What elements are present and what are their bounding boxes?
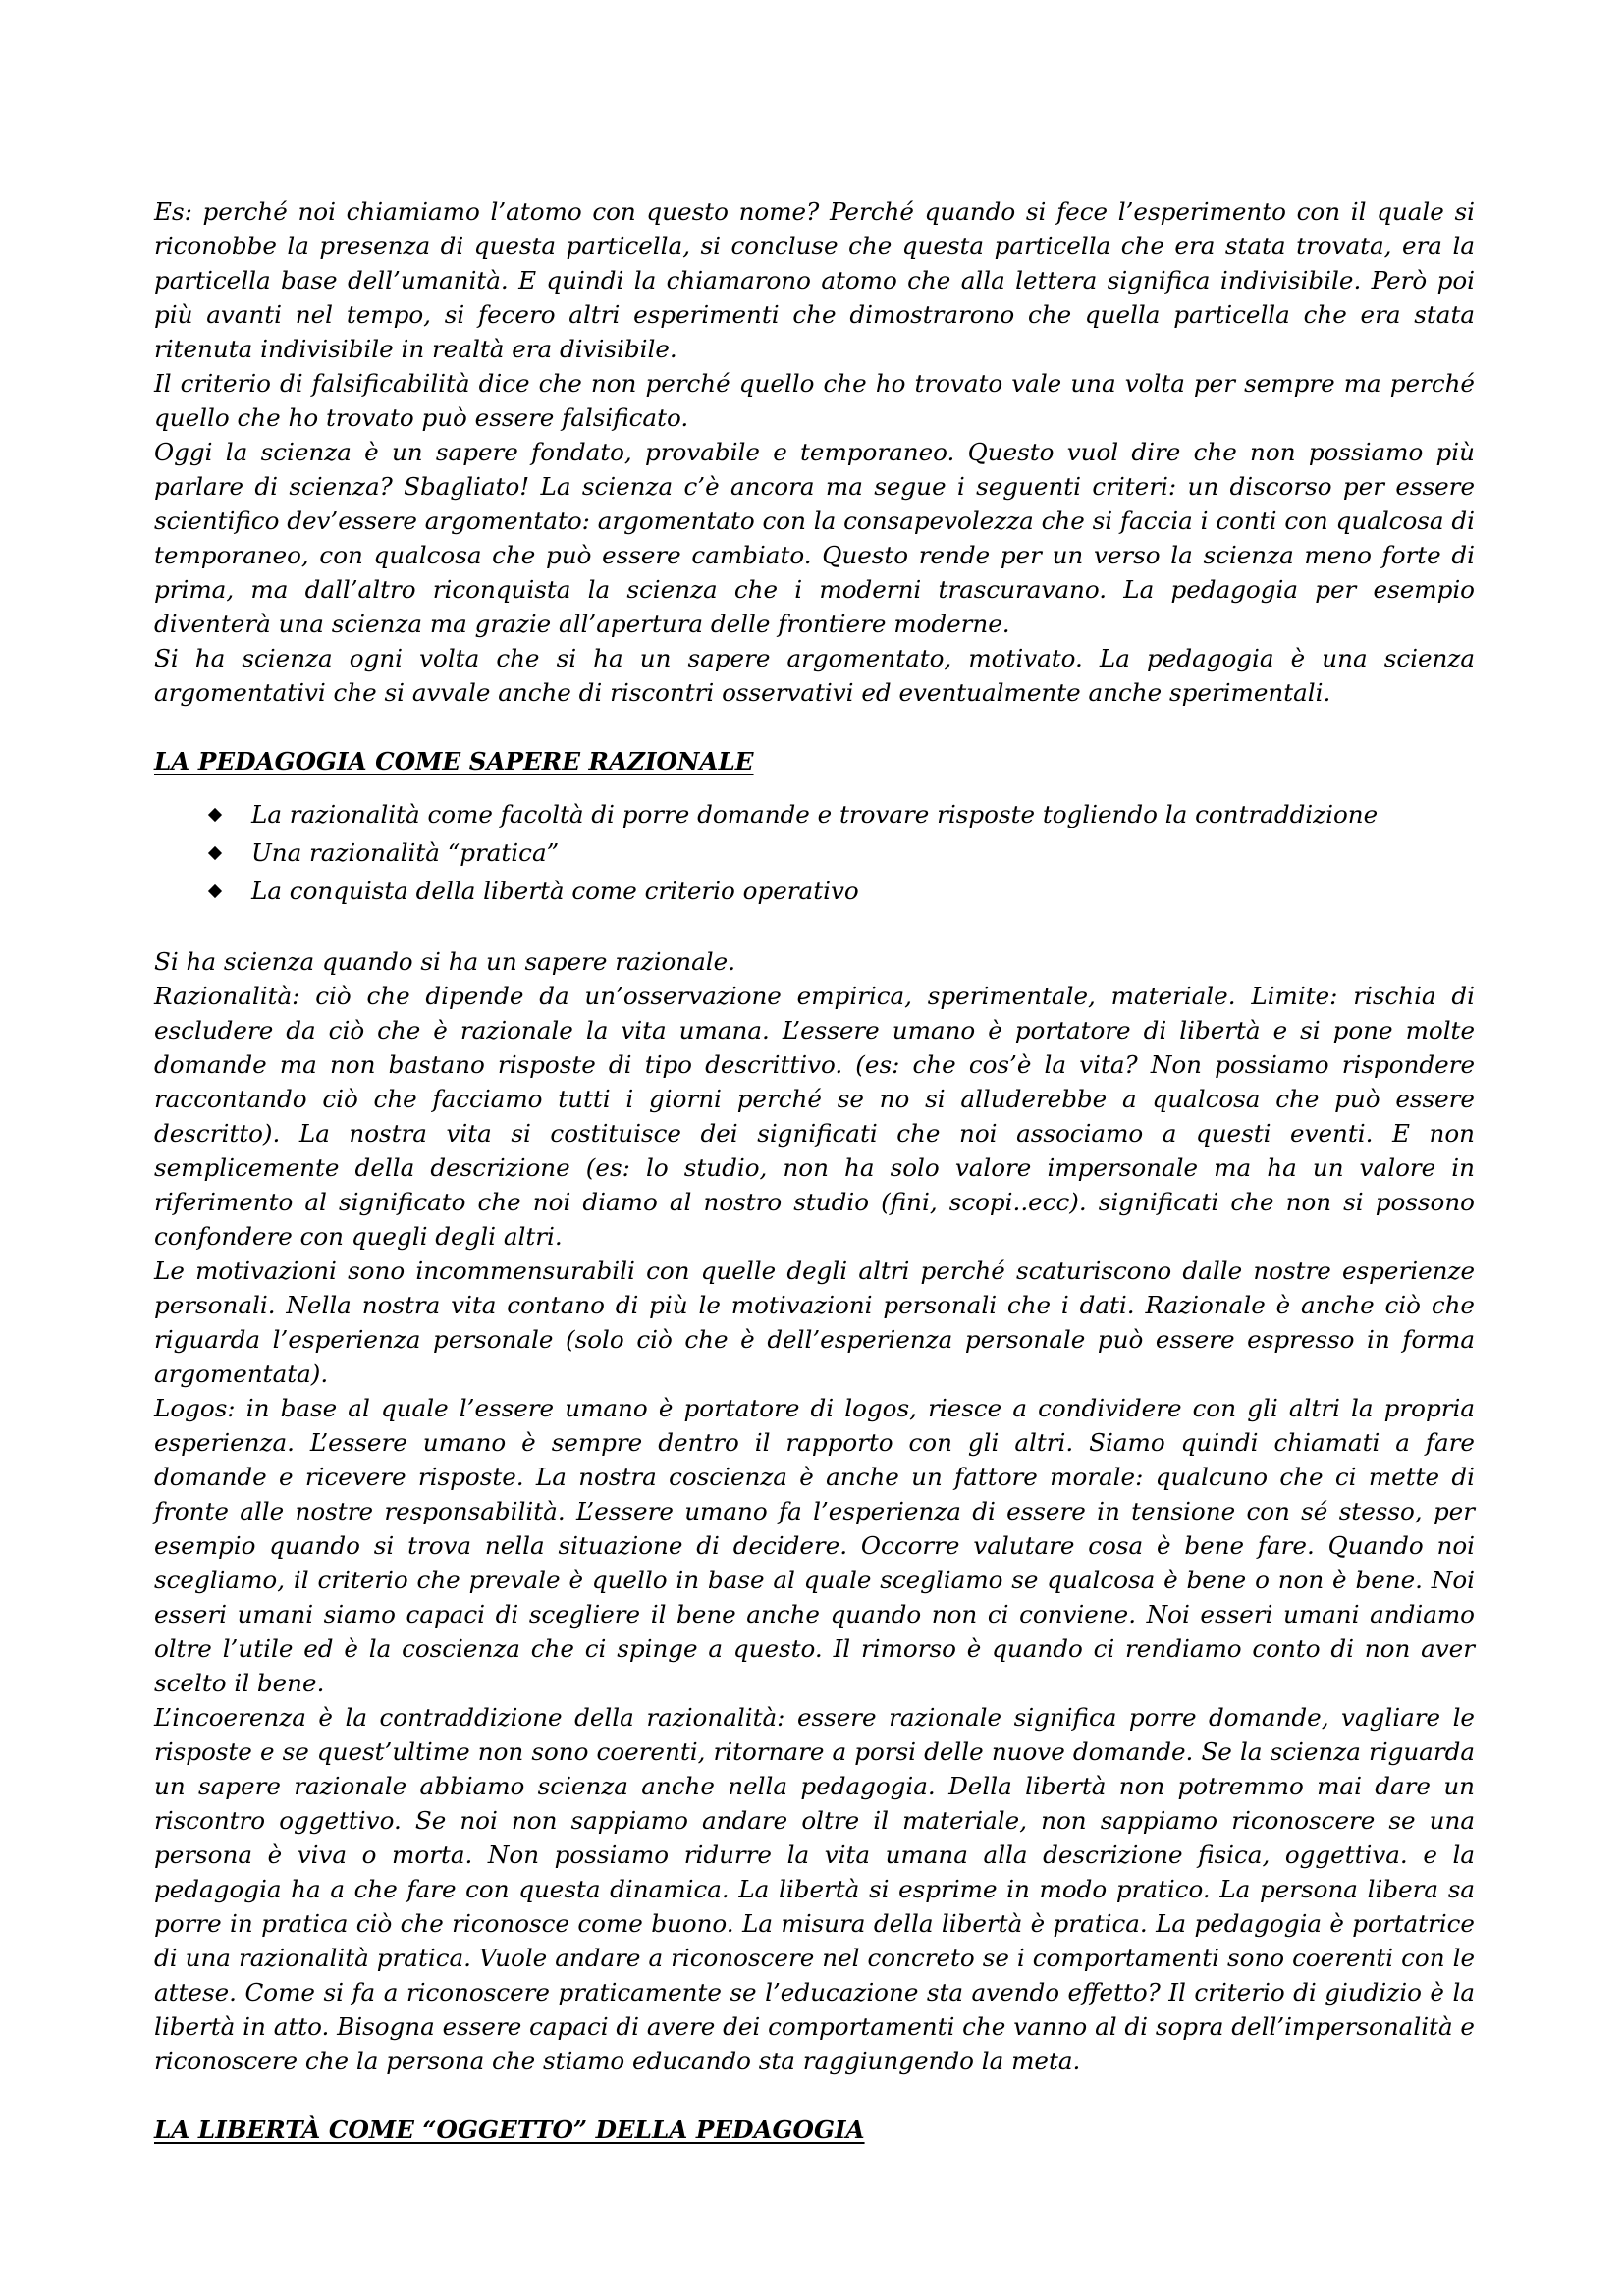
bullet-text: La razionalità come facoltà di porre domande e trovare risposte togliendo la contraddizione xyxy=(251,800,1379,828)
paragraph-motivazioni: Le motivazioni sono incommensurabili con quelle degli altri perché scaturiscono dalle nostre esperienze personali. Nella nostra vita contano di più le motivazioni personali che i dati. Razionale è anche ciò che riguarda l’esperienza personale (solo ciò che è dell’esperienza personale può essere espresso in forma argomentata). xyxy=(154,1256,1475,1388)
paragraph-incoerenza: L’incoerenza è la contraddizione della razionalità: essere razionale significa porre domande, vagliare le risposte e se quest’ultime non sono coerenti, ritornare a porsi delle nuove domande. Se la scienza riguarda un sapere razionale abbiamo scienza anche nella pedagogia. Della libertà non potremmo mai dare un riscontro oggettivo. Se noi non sappiamo andare oltre il materiale, non sappiamo riconoscere se una persona è viva o morta. Non possiamo ridurre la vita umana alla descrizione fisica, oggettiva. e la pedagogia ha a che fare con questa dinamica. La libertà si esprime in modo pratico. La persona libera sa porre in pratica ciò che riconosce come buono. La misura della libertà è pratica. La pedagogia è portatrice di una razionalità pratica. Vuole andare a riconoscere nel concreto se i comportamenti sono coerenti con le attese. Come si fa a riconoscere praticamente se l’educazione sta avendo effetto? Il criterio di giudizio è la libertà in atto. Bisogna essere capaci di avere dei comportamenti che vanno al di sopra dell’impersonalità e riconoscere che la persona che stiamo educando sta raggiungendo la meta. xyxy=(154,1703,1475,2075)
paragraph-sapere-razionale: Si ha scienza quando si ha un sapere razionale. xyxy=(154,947,736,976)
section-heading-liberta: LA LIBERTÀ COME “OGGETTO” DELLA PEDAGOGIA xyxy=(154,2115,865,2144)
paragraph-sapere-argomentato: Si ha scienza ogni volta che si ha un sapere argomentato, motivato. La pedagogia è una scienza argomentativi che si avvale anche di riscontri osservativi ed eventualmente anche sperimentali. xyxy=(154,644,1475,707)
paragraph-razionalita: Razionalità: ciò che dipende da un’osservazione empirica, sperimentale, materiale. Limite: rischia di escludere da ciò che è razionale la vita umana. L’essere umano è portatore di libertà e si pone molte domande ma non bastano risposte di tipo descrittivo. (es: che cos’è la vita? Non possiamo rispondere raccontando ciò che facciamo tutti i giorni perché se no si alluderebbe a qualcosa che può essere descritto). La nostra vita si costituisce dei significati che noi associamo a questi eventi. E non semplicemente della descrizione (es: lo studio, non ha solo valore impersonale ma ha un valore in riferimento al significato che noi diamo al nostro studio (fini, scopi..ecc). significati che non si possono confondere con quegli degli altri. xyxy=(154,982,1475,1251)
bullet-list xyxy=(154,795,1475,910)
paragraph-falsificabilita: Il criterio di falsificabilità dice che non perché quello che ho trovato vale una volta per sempre ma perché quello che ho trovato può essere falsificato. xyxy=(154,369,1475,432)
diamond-bullet-icon xyxy=(208,808,222,822)
bullet-item xyxy=(205,833,1475,872)
document-page xyxy=(154,194,1475,2147)
bullet-text: La conquista della libertà come criterio operativo xyxy=(251,877,859,905)
section-heading-sapere-razionale: LA PEDAGOGIA COME SAPERE RAZIONALE xyxy=(154,747,754,775)
paragraph-logos: Logos: in base al quale l’essere umano è portatore di logos, riesce a condividere con gli altri la propria esperienza. L’essere umano è sempre dentro il rapporto con gli altri. Siamo quindi chiamati a fare domande e ricevere risposte. La nostra coscienza è anche un fattore morale: qualcuno che ci mette di fronte alle nostre responsabilità. L’essere umano fa l’esperienza di essere in tensione con sé stesso, per esempio quando si trova nella situazione di decidere. Occorre valutare cosa è bene fare. Quando noi scegliamo, il criterio che prevale è quello in base al quale scegliamo se qualcosa è bene o non è bene. Noi esseri umani siamo capaci di scegliere il bene anche quando non ci conviene. Noi esseri umani andiamo oltre l’utile ed è la coscienza che ci spinge a questo. Il rimorso è quando ci rendiamo conto di non aver scelto il bene. xyxy=(154,1394,1475,1697)
bullet-text: Una razionalità “pratica” xyxy=(251,838,560,867)
paragraph-scienza-oggi: Oggi la scienza è un sapere fondato, provabile e temporaneo. Questo vuol dire che non possiamo più parlare di scienza? Sbagliato! La scienza c’è ancora ma segue i seguenti criteri: un discorso per essere scientifico dev’essere argomentato: argomentato con la consapevolezza che si faccia i conti con qualcosa di temporaneo, con qualcosa che può essere cambiato. Questo rende per un verso la scienza meno forte di prima, ma dall’altro riconquista la scienza che i moderni trascuravano. La pedagogia per esempio diventerà una scienza ma grazie all’apertura delle frontiere moderne. xyxy=(154,438,1475,638)
paragraph-atomo-example: Es: perché noi chiamiamo l’atomo con questo nome? Perché quando si fece l’esperimento con il quale si riconobbe la presenza di questa particella, si concluse che questa particella che era stata trovata, era la particella base dell’umanità. E quindi la chiamarono atomo che alla lettera significa indivisibile. Però poi più avanti nel tempo, si fecero altri esperimenti che dimostrarono che quella particella che era stata ritenuta indivisibile in realtà era divisibile. xyxy=(154,197,1475,363)
bullet-item xyxy=(205,872,1475,910)
bullet-item xyxy=(205,795,1475,833)
diamond-bullet-icon xyxy=(208,884,222,898)
diamond-bullet-icon xyxy=(208,846,222,860)
